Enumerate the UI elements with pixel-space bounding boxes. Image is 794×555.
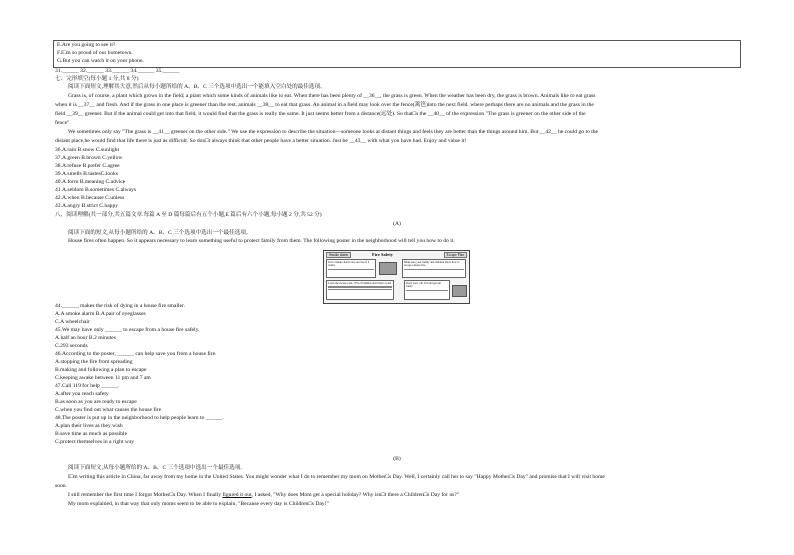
poster-picture <box>452 285 467 297</box>
poster-title: Fire Safety <box>372 252 394 257</box>
cloze-paragraph: when it is __37__ and fresh. And if the grass in one place is greener than the rest. animals __38__ to eat that grass. An animal in a field may look over the fence(篱笆)into the next field. where perhaps there are no animals and the grass in the <box>55 102 594 108</box>
section7-heading: 七、完形填空(每小题 1 分,共 8 分) <box>55 76 139 82</box>
poster-panel-text: Don't wait, call 119 and get out safely <box>406 282 441 289</box>
question-line: A.A smoke alarm B.A pair of eyeglasses <box>55 311 146 317</box>
box-line: F.I□m so proud of our hometown. <box>57 50 133 56</box>
answer-line: 31.______ 32.______ 33.______ 34.______ 35.______ <box>55 68 180 74</box>
cloze-option: 36.A.rain B.snow C.sunlight <box>55 147 120 153</box>
cloze-option: 37.A.green B.brown C.yellow <box>55 155 123 161</box>
section7-instruction: 阅读下面短文,理解其大意,然后从每小题所给的 A、B、C 三个选项中选出一个能填入空白处的最佳选项。 <box>68 84 326 90</box>
underlined-phrase: figured it out <box>222 492 252 498</box>
part-b-label: (B) <box>393 456 401 462</box>
question-line: 47.Call 119 for help ______. <box>55 383 120 389</box>
poster-panel <box>326 280 394 300</box>
poster-panel-text: Test a smoke alarm once and see if it works <box>328 261 370 268</box>
text-run: I still remember the first time I forgot Mother□s Day. When I finally <box>68 492 223 498</box>
box-line: E.Are you going to see it? <box>57 42 116 48</box>
part-b-paragraph: soon. <box>55 483 67 489</box>
fire-safety-poster <box>323 250 470 304</box>
text-run: , I asked, "Why does Mom get a special holiday? Why isn□t there a Children□s Day for us?" <box>251 492 460 498</box>
poster-panel <box>404 280 450 300</box>
cloze-paragraph: We sometimes only say "The grass is __41__ greener on the other side." We use the expression to describe the situation—someone looks at distant things and feels they are better than the things around him. But __42__ he could go to the <box>68 129 599 135</box>
part-a-label: (A) <box>393 221 401 227</box>
part-b-paragraph: My mom explained, in that way that only moms seem to be able to explain, "Because every day is Children□s Day!" <box>68 501 329 507</box>
question-line: A.half an hour B.2 minutes <box>55 335 116 341</box>
question-line: C.keeping awake between 11 pm and 7 am <box>55 375 151 381</box>
question-line: 46.According to the poster, ______ can help save you from a house fire. <box>55 351 217 357</box>
question-line: B.save time as much as possible <box>55 431 128 437</box>
question-line: C.protect themselves in a right way <box>55 439 135 445</box>
cloze-paragraph: Grass is, of course, a plant which grows in the field; a plant which some kinds of animals like to eat. When there has been plenty of __36__, the grass is green. When the weather has been dry, the grass is brown. Animals like to eat grass <box>68 93 596 99</box>
part-b-paragraph: I□m writing this article in China, far away from my home in the United States. You might wonder what I do to remember my mom on Mother□s Day. Well, I certainly call her to say "Happy Mother□s Day" and promise that I will visit home <box>68 474 605 480</box>
cloze-paragraph: distant place,he would find that life there is just as difficult. So don□t always think that other people have a better situation. Just be __43__ with what you have had. Enjoy and value it! <box>55 138 467 144</box>
poster-panel-text: Learn the escape plan. 70% of families don't have a plan <box>328 282 392 285</box>
poster-panel <box>326 259 376 278</box>
question-line: C.when you find out what causes the house fire <box>55 407 162 413</box>
question-line: A.plan their lives as they wish <box>55 423 123 429</box>
question-line: 45.We may have only ______ to escape from a house fire safely. <box>55 327 200 333</box>
poster-panel-text: Make sure your family and children know how to escape a house fire <box>404 261 460 268</box>
poster-picture <box>379 262 397 275</box>
cloze-option: 40.A.form B.meaning C.advice <box>55 179 126 185</box>
options-box <box>53 40 741 68</box>
cloze-option: 38.A.refuse B.prefer C.agree <box>55 163 120 169</box>
cloze-paragraph: fence". <box>55 120 71 126</box>
cloze-option: 42.A.when B.because C.unless <box>55 195 125 201</box>
part-b-paragraph <box>68 492 459 499</box>
poster-tag: Escape Plan <box>444 252 467 258</box>
box-line: G.But you can watch it on your phone. <box>57 58 144 64</box>
section8-heading: 八、阅读理解(共一部分,共五篇文章.每篇 A 至 D 篇每篇后有五个小题,E 篇后有六个小题,每小题 2 分,共 52 分) <box>55 212 322 218</box>
question-line: C.293 seconds <box>55 343 88 349</box>
poster-tag: Smoke alarm <box>326 252 351 258</box>
question-line: 48.The poster is put up in the neighborhood to help people learn to ______. <box>55 415 224 421</box>
poster-panel <box>402 259 466 278</box>
part-a-instruction: 阅读下面的短文,从每小题所给的 A、B、C 三个选项中选出一个最佳选项。 <box>68 230 252 236</box>
cloze-option: 39.A.smells B.tastesC.looks <box>55 171 118 177</box>
question-line: A.after you reach safety <box>55 391 109 397</box>
cloze-option: 41.A.seldom B.sometimes C.always <box>55 187 137 193</box>
cloze-paragraph: field __39__ greener. But if the animal could get into that field, it would find that the grass is really the same. It just seems better from a distance(远处). So that□s the __40__ of the expression "The grass is greener on the other side of the <box>55 111 586 117</box>
cloze-option: 43.A.angry B.strict C.happy <box>55 203 119 209</box>
question-line: B.as soon as you are ready to escape <box>55 399 137 405</box>
question-line: C.A wheelchair <box>55 319 90 325</box>
part-a-intro: House fires often happen. So it appears necessary to learn something useful to protect family from them. The following poster in the neighborhood will tell you how to do it. <box>68 238 455 244</box>
part-b-instruction: 阅读下面短文,从每小题所给的 A、B、C 三个选项中选出一个最佳选项。 <box>68 465 246 471</box>
question-line: B.making and following a plan to escape <box>55 367 147 373</box>
question-line: A.stopping the fire from spreading <box>55 359 133 365</box>
question-line: 44.______ makes the risk of dying in a house fire smaller. <box>55 303 185 309</box>
